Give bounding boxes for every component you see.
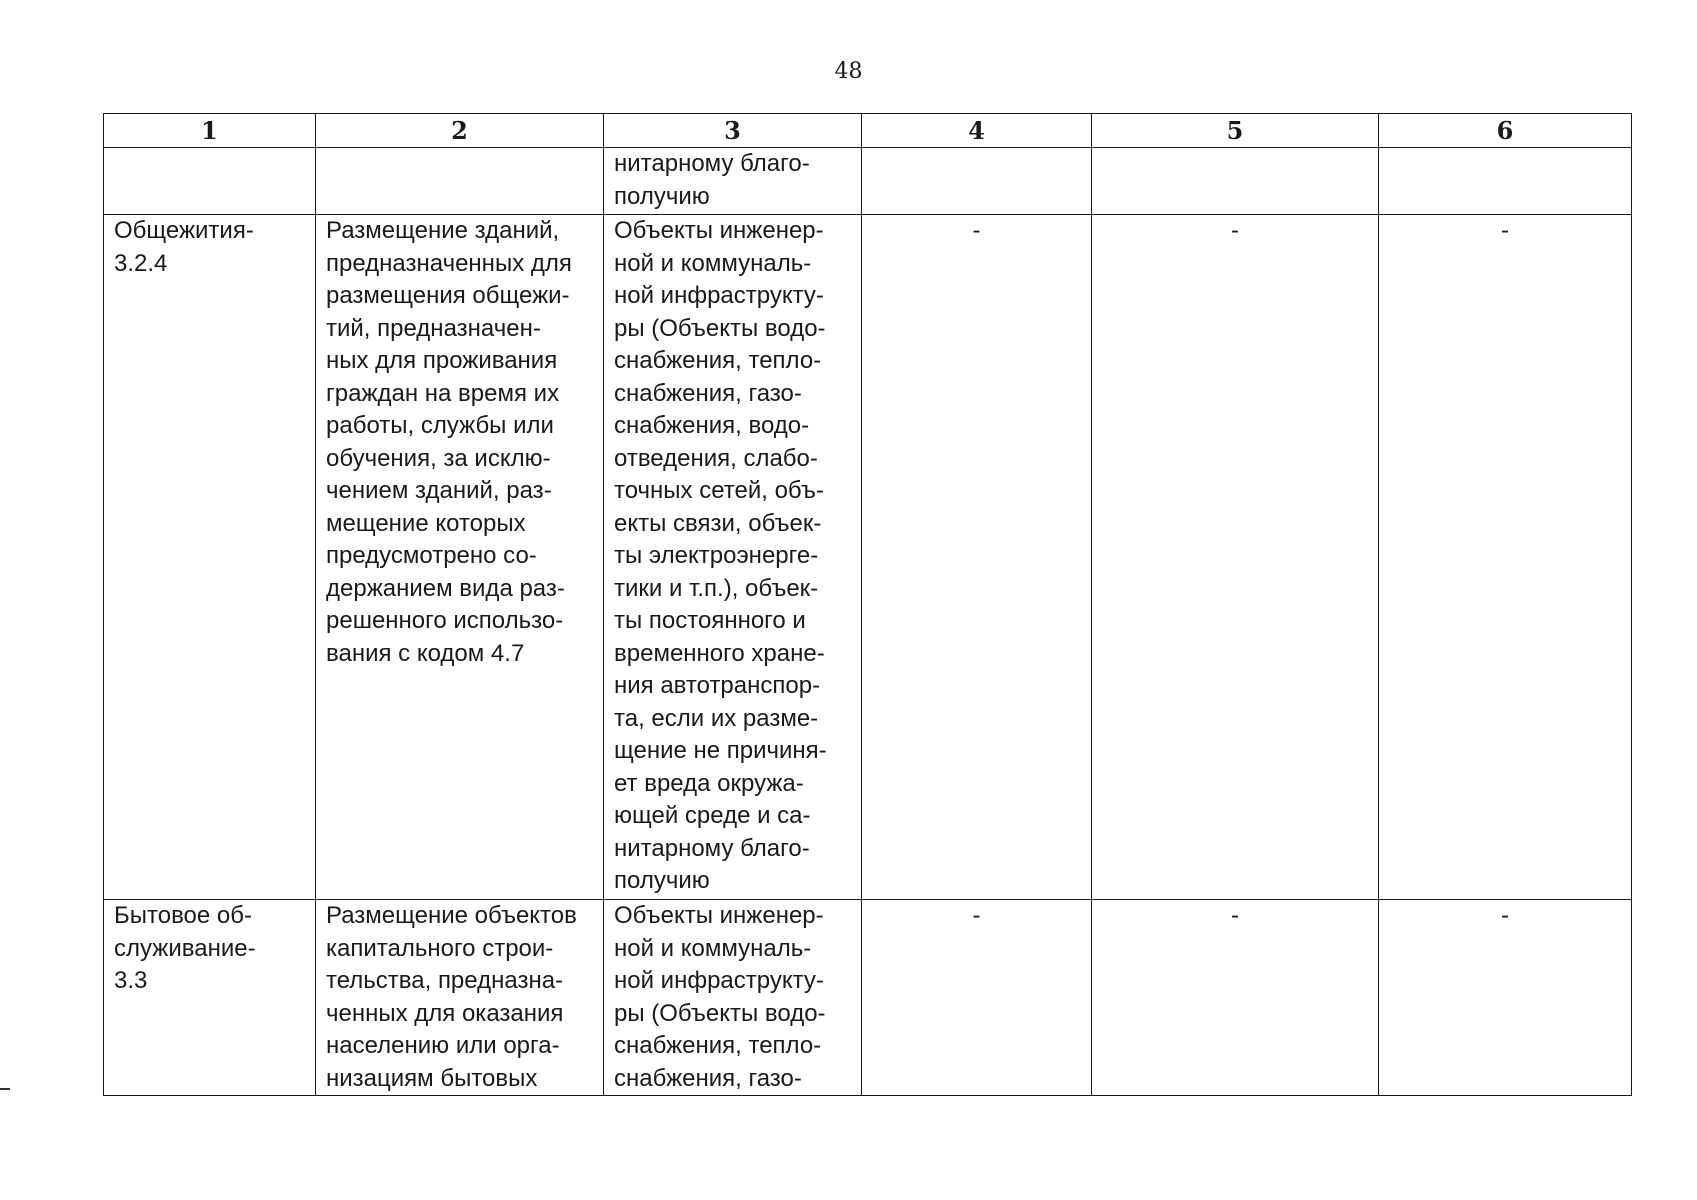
cell-auxiliary-uses: нитарному благо- получию xyxy=(614,150,810,210)
table-row xyxy=(104,215,1632,900)
table-header-row xyxy=(104,114,1632,148)
column-header-6: 6 xyxy=(1379,114,1632,148)
cell-use-type: Общежития- 3.2.4 xyxy=(114,217,254,277)
cell-col-4: - xyxy=(972,217,981,244)
column-header-3: 3 xyxy=(604,114,862,148)
column-header-2: 2 xyxy=(316,114,604,148)
cell-auxiliary-uses: Объекты инженер- ной и коммуналь- ной инфраструкту- ры (Объекты водо- снабжения, тепло- снабжения, газо- xyxy=(614,902,826,1092)
cell-col-4: - xyxy=(972,902,981,929)
cell-description: Размещение объектов капитального строи- тельства, предназна- ченных для оказания населению или орга- низациям бытовых xyxy=(326,902,577,1092)
cell-auxiliary-uses: Объекты инженер- ной и коммуналь- ной инфраструкту- ры (Объекты водо- снабжения, тепло- снабжения, газо- снабжения, водо- отведения, слабо- точных сетей, объ- екты связи, объек- ты электроэнерге- тики и т.п.), объек- ты постоянного и временного хране- ния автотранспор- та, если их разме- щение не причиня- ет вреда окружа- ющей среде и са- нитарному благо- получию xyxy=(614,217,827,894)
page-number: 48 xyxy=(834,59,863,84)
cell-use-type: Бытовое об- служивание- 3.3 xyxy=(114,902,256,994)
cell-col-5: - xyxy=(1231,902,1239,929)
column-header-1: 1 xyxy=(104,114,316,148)
column-header-5: 5 xyxy=(1092,114,1379,148)
table-row xyxy=(104,900,1632,1096)
cell-col-5: - xyxy=(1231,217,1239,244)
scan-edge-mark xyxy=(0,1088,10,1090)
cell-col-6: - xyxy=(1501,217,1509,244)
cell-description: Размещение зданий, предназначенных для размещения общежи- тий, предназначен- ных для проживания граждан на время их работы, службы или обучения, за исклю- чением зданий, раз- мещение которых предусмотрено со- держанием вида раз- решенного использо- вания с кодом 4.7 xyxy=(326,217,572,667)
zoning-table xyxy=(103,113,1632,1096)
column-header-4: 4 xyxy=(862,114,1092,148)
table-row xyxy=(104,148,1632,215)
cell-col-6: - xyxy=(1501,902,1509,929)
